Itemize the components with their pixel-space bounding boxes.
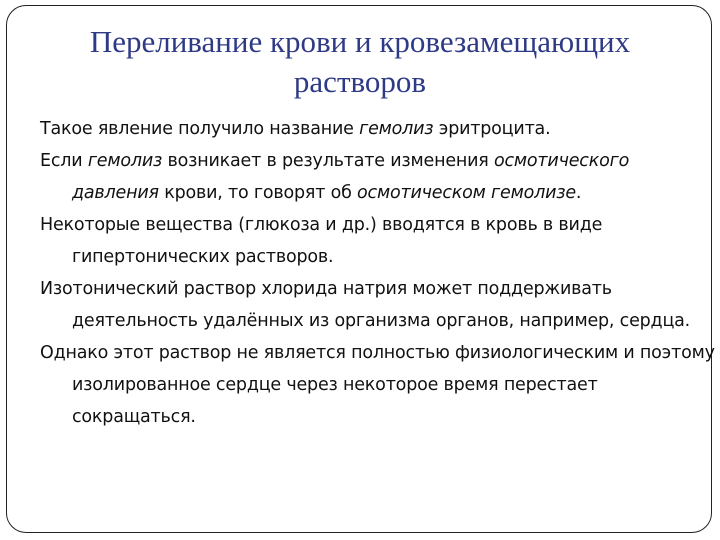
slide-title: Переливание крови и кровезамещающих растворов <box>89 24 631 99</box>
paragraph-text: . <box>575 183 582 203</box>
paragraph-text: эритроцита. <box>433 119 551 139</box>
body-paragraph <box>40 113 716 145</box>
paragraph-text: Некоторые вещества (глюкоза и др.) вводятся в кровь в виде гипертонических растворов. <box>40 215 603 267</box>
paragraph-text: крови, то говорят об <box>158 183 358 203</box>
paragraph-text: Такое явление получило название <box>40 119 360 139</box>
emphasized-term: осмотического давления <box>72 151 630 203</box>
body-paragraph <box>40 209 716 273</box>
paragraph-text: возникает в результате изменения <box>162 151 494 171</box>
emphasized-term: гемолиз <box>359 119 434 139</box>
body-paragraph <box>40 145 716 209</box>
slide-body <box>40 113 716 433</box>
body-paragraph <box>40 337 716 433</box>
body-paragraph <box>40 273 716 337</box>
emphasized-term: гемолиз <box>87 151 163 171</box>
paragraph-text: Изотонический раствор хлорида натрия может поддерживать деятельность удалённых из организма органов, например, сердца. <box>40 279 691 331</box>
paragraph-text: Если <box>40 151 88 171</box>
emphasized-term: осмотическом гемолизе <box>357 183 576 203</box>
paragraph-text: Однако этот раствор не является полностью физиологическим и поэтому изолированное сердце через некоторое время перестает сокращаться. <box>40 343 715 427</box>
